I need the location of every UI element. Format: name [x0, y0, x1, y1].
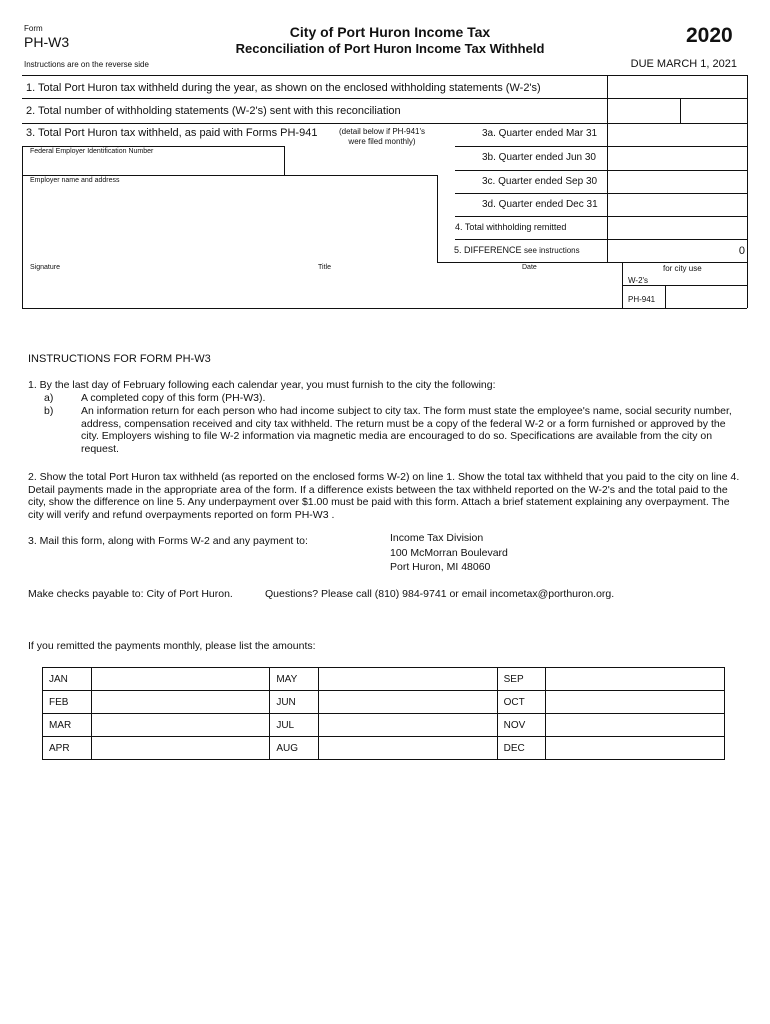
- month-amount-field[interactable]: [318, 737, 497, 760]
- table-row: [43, 668, 725, 691]
- form-number: PH-W3: [24, 34, 70, 50]
- month-amount-field[interactable]: [318, 691, 497, 714]
- month-label: JUL: [270, 714, 319, 737]
- month-label: JUN: [270, 691, 319, 714]
- line-4-field[interactable]: [609, 218, 745, 238]
- fein-field[interactable]: [24, 158, 282, 174]
- instructions-note: Instructions are on the reverse side: [24, 60, 149, 69]
- form-subtitle: Reconciliation of Port Huron Income Tax Withheld: [235, 41, 545, 56]
- line-3b-label: 3b. Quarter ended Jun 30: [482, 152, 596, 163]
- month-amount-field[interactable]: [546, 714, 725, 737]
- line-3d-label: 3d. Quarter ended Dec 31: [482, 199, 598, 210]
- form-label: Form: [24, 24, 43, 33]
- instruction-1-intro: 1. By the last day of February following each calendar year, you must furnish to the city the following:: [28, 379, 496, 391]
- line-1-label: 1. Total Port Huron tax withheld during the year, as shown on the enclosed withholding statements (W-2's): [26, 82, 541, 94]
- signature-field[interactable]: [24, 274, 314, 306]
- line-3c-label: 3c. Quarter ended Sep 30: [482, 176, 598, 187]
- tax-year: 2020: [686, 24, 733, 47]
- date-field[interactable]: [522, 274, 620, 306]
- line-5-note: see instructions: [524, 246, 580, 255]
- line-3d-field[interactable]: [609, 195, 745, 215]
- title-label: Title: [318, 264, 331, 271]
- line-3-note: (detail below if PH-941's were filed monthly): [338, 127, 425, 146]
- line-3a-label: 3a. Quarter ended Mar 31: [482, 128, 598, 139]
- line-4-label: 4. Total withholding remitted: [455, 222, 567, 232]
- employer-label: Employer name and address: [30, 177, 120, 184]
- w2-label: W-2's: [628, 276, 649, 285]
- month-amount-field[interactable]: [546, 691, 725, 714]
- line-3b-field[interactable]: [609, 148, 745, 168]
- line-2-label: 2. Total number of withholding statements (W-2's) sent with this reconciliation: [26, 105, 401, 117]
- signature-label: Signature: [30, 264, 60, 271]
- instruction-1b-marker: b): [44, 405, 54, 417]
- ph941-label: PH-941: [628, 295, 656, 304]
- questions-contact: Questions? Please call (810) 984-9741 or email incometax@porthuron.org.: [265, 588, 615, 600]
- instruction-2: 2. Show the total Port Huron tax withheld (as reported on the enclosed forms W-2) on line 1. Show the total tax withheld that you paid to the city on line 4. Detail payments made in the appropriate area of the form. If a difference exists between the tax withheld reported on the W-2's and the total paid to the city, show the difference on line 5. Any underpayment over $1.00 must be paid with this form. Attach a brief statement explaining any overpayment. The city will verify and refund overpayments reported on form PH-W3 .: [28, 471, 740, 521]
- month-label: JAN: [43, 668, 92, 691]
- mailing-address-line-1: Income Tax Division: [390, 532, 484, 544]
- line-5-text: 5. DIFFERENCE: [454, 245, 522, 255]
- instruction-3: 3. Mail this form, along with Forms W-2 and any payment to:: [28, 535, 308, 547]
- monthly-payments-table: [42, 667, 725, 760]
- line-3c-field[interactable]: [609, 172, 745, 192]
- employer-field[interactable]: [24, 188, 434, 260]
- payable-to: Make checks payable to: City of Port Huron.: [28, 588, 233, 600]
- month-amount-field[interactable]: [91, 691, 270, 714]
- month-label: FEB: [43, 691, 92, 714]
- mailing-address-line-3: Port Huron, MI 48060: [390, 561, 491, 573]
- monthly-intro: If you remitted the payments monthly, please list the amounts:: [28, 640, 316, 652]
- title-field[interactable]: [318, 274, 518, 306]
- month-label: AUG: [270, 737, 319, 760]
- month-amount-field[interactable]: [91, 714, 270, 737]
- instruction-1b-text: An information return for each person who had income subject to city tax. The form must state the employee's name, social security number, address, compensation received and city tax withheld. The return must be a copy of the federal W-2 or a form furnished or approved by the city. Employers wishing to file W-2 information via magnetic media are encouraged to do so. Specifications are available from the city on request.: [81, 405, 732, 455]
- line-1-amount-field[interactable]: [609, 77, 745, 97]
- month-label: APR: [43, 737, 92, 760]
- month-amount-field[interactable]: [546, 668, 725, 691]
- instruction-1a-text: A completed copy of this form (PH-W3).: [81, 392, 266, 404]
- line-5-value[interactable]: 0: [738, 245, 745, 257]
- instructions-heading: INSTRUCTIONS FOR FORM PH-W3: [28, 353, 211, 365]
- form-title: City of Port Huron Income Tax: [289, 24, 491, 40]
- due-date: DUE MARCH 1, 2021: [630, 58, 737, 70]
- month-label: OCT: [497, 691, 546, 714]
- month-label: NOV: [497, 714, 546, 737]
- month-amount-field[interactable]: [318, 714, 497, 737]
- city-use-label: for city use: [663, 264, 702, 273]
- month-label: MAR: [43, 714, 92, 737]
- month-amount-field[interactable]: [546, 737, 725, 760]
- table-row: [43, 691, 725, 714]
- month-amount-field[interactable]: [91, 668, 270, 691]
- date-label: Date: [522, 264, 537, 271]
- instruction-1a-marker: a): [44, 392, 54, 404]
- line-2-count-field[interactable]: [609, 100, 679, 122]
- month-amount-field[interactable]: [318, 668, 497, 691]
- line-3-label: 3. Total Port Huron tax withheld, as paid with Forms PH-941: [26, 127, 318, 139]
- line-3a-field[interactable]: [609, 125, 745, 145]
- fein-label: Federal Employer Identification Number: [30, 148, 154, 155]
- month-amount-field[interactable]: [91, 737, 270, 760]
- month-label: SEP: [497, 668, 546, 691]
- month-label: DEC: [497, 737, 546, 760]
- table-row: [43, 714, 725, 737]
- month-label: MAY: [270, 668, 319, 691]
- line-5-label: [454, 245, 580, 255]
- mailing-address-line-2: 100 McMorran Boulevard: [390, 547, 508, 559]
- table-row: [43, 737, 725, 760]
